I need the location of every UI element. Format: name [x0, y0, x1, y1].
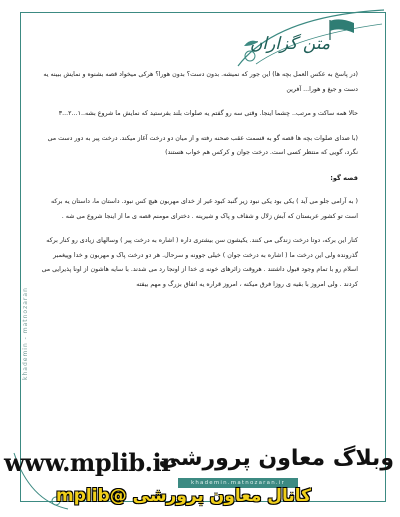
paragraph-intro-2: حالا همه ساکت و مرتب.. چشما اینجا. وقتی سه رو گفتم یه صلوات بلند بفرستید که نمایش ما شروع بشه..۱...۲...۳ [58, 110, 358, 117]
watermark-url: www.mplib.ir [4, 448, 174, 477]
logo-text: متن گزاران [249, 34, 331, 54]
watermark-blog: وبلاگ معاون پرورشی [158, 446, 394, 471]
watermark-channel: کانال معاون پرورشی @mplib [56, 486, 312, 506]
paragraph-intro-1: (در پاسخ به عکس العمل بچه ها) این جور که نمیشه. بدون دست؟ بدون هورا؟ هرکی میخواد قصه بشنوه و نمایش ببینه یه دست و جیغ و هورا... آفرین [43, 71, 358, 93]
paragraph-story-1: ( به آرامی جلو می آید ) یکی بود یکی نبود زیر گنبد کبود غیر از خدای مهربون هیچ کس نبود. داستان ما، داستان یه برکه است تو کشور عربستان که آبش زلال و شفاف و پاک و شیرینه . دخترای مومنم قصه ی ما از اینجا شروع می شه . [50, 198, 358, 220]
footer-site-strip: khademin.matnozaran.ir [178, 478, 298, 488]
document-body [38, 68, 358, 302]
paragraph-story-2: کنار این برکه، دوتا درخت زندگی می کنند. یکیشون سن بیشتری داره ( اشاره به درخت پیر ) وسالهای زیادی رو کنار برکه گذرونده ولی این درخت ما ( اشاره به درخت جوان ) خیلی جوونه و سرحال. هر دو درخت پاک و مهربون و خدا وپیغمبر اسلام رو با تمام وجود قبول داشتند . هروقت زائرهای خونه ی خدا از اونجا رد می شدند. با سایه هاشون از اونا پذیرایی می کردند . ولی امروز با بقیه ی روزا فرق میکنه ، امروز قراره یه اتفاق بزرگ و مهم بیفته [41, 237, 358, 288]
section-heading: قصه گو: [330, 173, 358, 182]
logo [232, 16, 352, 66]
side-site-text: khademin - matnozaran [22, 287, 29, 380]
paragraph-stage-direction: (با صدای صلوات بچه ها قصه گو به قسمت عقب صحنه رفته و از میان دو درخت آغاز میکند. درخت پیر به دور دست می نگرد، گویی که منتظر کسی است. درخت جوان و کرکس هم خواب هستند) [47, 134, 358, 156]
